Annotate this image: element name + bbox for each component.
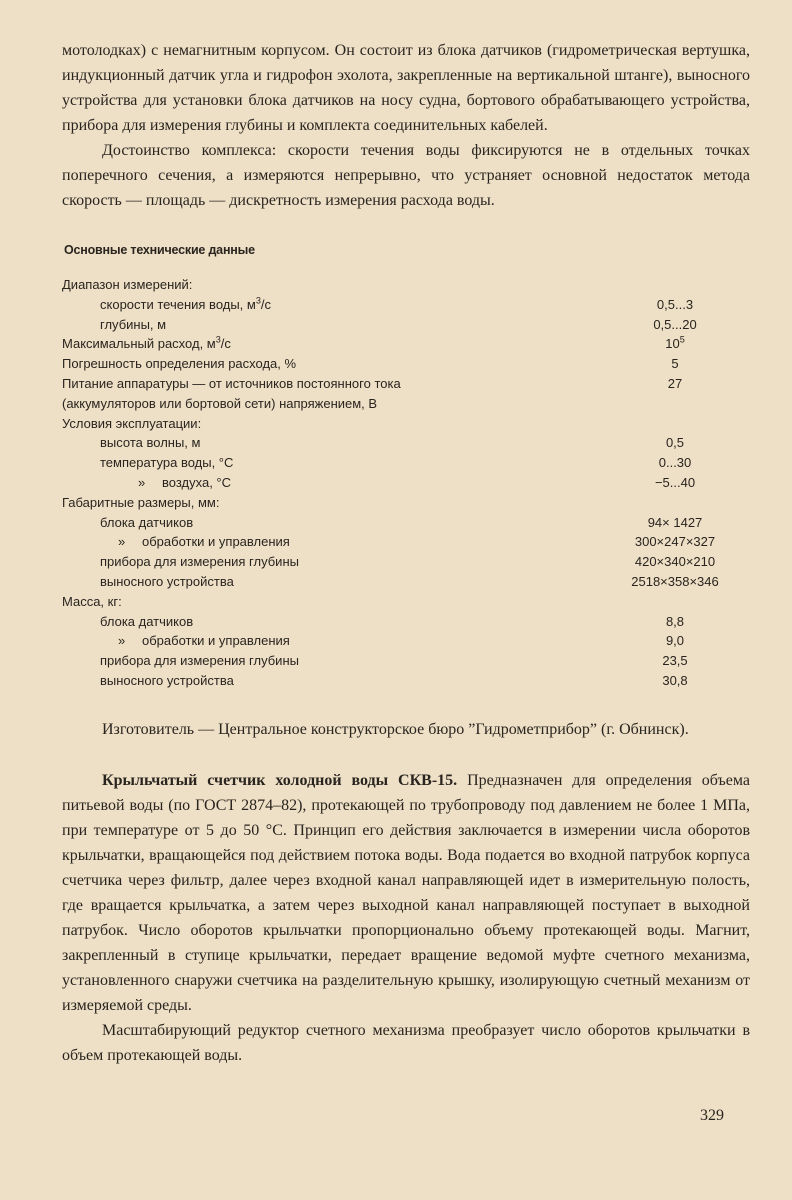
spec-row-wave [62, 433, 750, 453]
spec-row-power-cont [62, 394, 750, 414]
spec-row-water-temp [62, 453, 750, 473]
spec-value: 420×340×210 [634, 554, 716, 570]
spec-row-mass-sensor [62, 612, 750, 632]
spec-label: выносного устройства [100, 573, 234, 589]
spec-row-mass-remote [62, 671, 750, 691]
spec-label: прибора для измерения глубины [100, 554, 299, 570]
spec-row-error [62, 354, 750, 374]
spec-value: −5...40 [654, 474, 696, 490]
spec-row-max-flow [62, 334, 750, 354]
spec-label: выносного устройства [100, 672, 234, 688]
spec-row-air-temp [62, 473, 750, 493]
spec-label: Условия эксплуатации: [62, 415, 202, 431]
spec-label: Габаритные размеры, мм: [62, 494, 220, 510]
page-body [62, 38, 750, 1068]
spec-row-mass-depth [62, 651, 750, 671]
spec-label: глубины, м [100, 316, 167, 332]
manufacturer-paragraph: Изготовитель — Центральное конструкторское бюро ”Гидрометприбор” (г. Обнинск). [102, 720, 689, 738]
spec-row-range-speed [62, 295, 750, 315]
spec-label: » обработки и управления [118, 633, 290, 649]
spec-label: Диапазон измерений: [62, 277, 193, 292]
spec-value: 0,5...3 [656, 296, 694, 312]
spec-value: 9,0 [665, 633, 685, 649]
spec-label: Максимальный расход, $м^3/с$ [62, 335, 231, 352]
spec-value: 0,5 [665, 435, 685, 451]
spec-label: Погрешность определения расхода, % [62, 356, 297, 372]
intro-paragraph: мотолодках) с немагнитным корпусом. Он состоит из блока датчиков (гидрометрическая вертушка, индукционный датчик угла и гидрофон эхолота, закрепленные на вертикальной штанге), выносного устройства для установки блока датчиков на носу судна, бортового обрабатывающего устройства, прибора для измерения глубины и комплекта соединительных кабелей. [62, 42, 750, 134]
spec-label: блока датчиков [100, 613, 194, 629]
spec-value: 2518×358×346 [631, 573, 719, 589]
spec-value: 8,8 [665, 613, 685, 629]
spec-row-dim-depth [62, 552, 750, 572]
spec-label: Масса, кг: [62, 593, 122, 609]
spec-row-mass [62, 592, 750, 612]
reducer-paragraph: Масштабирующий редуктор счетного механизма преобразует число оборотов крыльчатки в объем протекающей воды. [62, 1021, 750, 1064]
spec-value: 0,5...20 [653, 316, 697, 332]
spec-row-conditions [62, 414, 750, 434]
specs-table [62, 275, 750, 691]
spec-label: блока датчиков [100, 514, 194, 530]
spec-row-dim-sensor [62, 513, 750, 533]
spec-row-dim-remote [62, 572, 750, 592]
spec-row-range-depth [62, 315, 750, 335]
spec-row-dim-processing [62, 532, 750, 552]
spec-value: 23,5 [662, 653, 688, 669]
spec-row-power [62, 374, 750, 394]
spec-row-range [62, 275, 750, 295]
spec-label: высота волны, м [100, 435, 201, 451]
spec-value: 94× 1427 [647, 514, 703, 530]
spec-row-dimensions [62, 493, 750, 513]
meter-paragraph [62, 768, 750, 1018]
spec-label: скорости течения воды, $м^3/с$ [100, 295, 272, 312]
page-number: 329 [700, 1107, 724, 1124]
spec-label: (аккумуляторов или бортовой сети) напряжением, В [62, 395, 378, 411]
spec-label: » обработки и управления [118, 534, 290, 550]
spec-label: » воздуха, °С [138, 474, 231, 490]
meter-title: Крыльчатый счетчик холодной воды СКВ-15. [102, 771, 458, 789]
meter-description: Предназначен для определения объема питьевой воды (по ГОСТ 2874–82), протекающей по трубопроводу под давлением не более 1 МПа, при температуре от 5 до 50 °С. Принцип его действия заключается в измерении числа оборотов крыльчатки, вращающейся под действием потока воды. Вода подается во входной патрубок корпуса счетчика через фильтр, далее через входной канал направляющей идет в измерительную полость, где вращается крыльчатка, а затем через выходной канал направляющей поступает в выходной патрубок. Число оборотов крыльчатки пропорционально объему протекающей воды. Магнит, закрепленный в ступице крыльчатки, передает вращение ведомой муфте счетного механизма, установленного снаружи счетчика на разделительную крышку, изолирующую счетный механизм от измеряемой среды. [62, 771, 751, 1014]
spec-value: 27 [667, 375, 683, 391]
specs-heading: Основные технические данные [64, 243, 255, 257]
spec-value: 0...30 [658, 455, 692, 471]
spec-label: Питание аппаратуры — от источников постоянного тока [62, 375, 401, 391]
spec-label: прибора для измерения глубины [100, 653, 299, 669]
spec-value: 5 [671, 356, 679, 372]
spec-label: температура воды, °С [100, 455, 234, 471]
spec-value: 30,8 [662, 672, 688, 688]
spec-row-mass-processing [62, 631, 750, 651]
advantage-paragraph: Достоинство комплекса: скорости течения воды фиксируются не в отдельных точках поперечного сечения, а измеряются непрерывно, что устраняет основной недостаток метода скорость — площадь — дискретность измерения расхода воды. [62, 142, 750, 209]
spec-value: $10^5$ [665, 335, 685, 352]
spec-value: 300×247×327 [634, 534, 716, 550]
